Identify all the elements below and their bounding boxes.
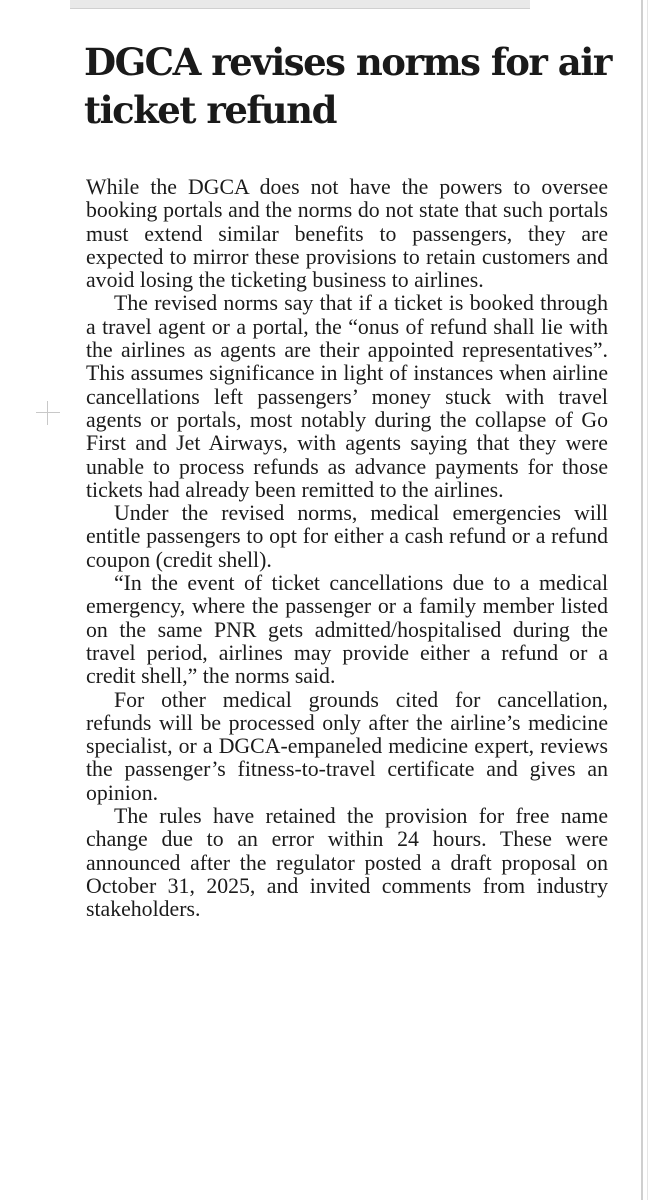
article-paragraph: For other medical grounds cited for cancellation, refunds will be processed only after the airline’s medicine specialist, or a DGCA-empaneled medicine expert, reviews the passenger’s fitness-to-travel certificate and gives an opinion.	[86, 687, 608, 805]
column-divider	[641, 0, 643, 1200]
article-body	[86, 176, 608, 922]
article-paragraph: Under the revised norms, medical emergencies will entitle passengers to opt for either a cash refund or a refund coupon (credit shell).	[86, 501, 608, 572]
page-top-edge	[70, 0, 530, 9]
article-headline: DGCA revises norms for air ticket refund	[84, 40, 611, 132]
article-paragraph: The revised norms say that if a ticket is booked through a travel agent or a portal, the “onus of refund shall lie with the airlines as agents are their appointed representatives”. This assumes significance in light of instances when airline cancellations left passengers’ money stuck with travel agents or portals, most notably during the collapse of Go First and Jet Airways, with agents saying that they were unable to process refunds as advance payments for those tickets had already been remitted to the airlines.	[86, 291, 608, 502]
article-paragraph: While the DGCA does not have the powers to oversee booking portals and the norms do not state that such portals must extend similar benefits to passengers, they are expected to mirror these provisions to retain customers and avoid losing the ticketing business to airlines.	[86, 175, 608, 293]
article-paragraph: The rules have retained the provision for free name change due to an error within 24 hours. These were announced after the regulator posted a draft proposal on October 31, 2025, and invited comments from industry stakeholders.	[86, 804, 608, 922]
column-divider-secondary	[647, 0, 648, 1200]
article-paragraph: “In the event of ticket cancellations due to a medical emergency, where the passenger or a family member listed on the same PNR gets admitted/hospitalised during the travel period, airlines may provide either a refund or a credit shell,” the norms said.	[86, 571, 608, 689]
crosshair-icon	[36, 401, 60, 425]
